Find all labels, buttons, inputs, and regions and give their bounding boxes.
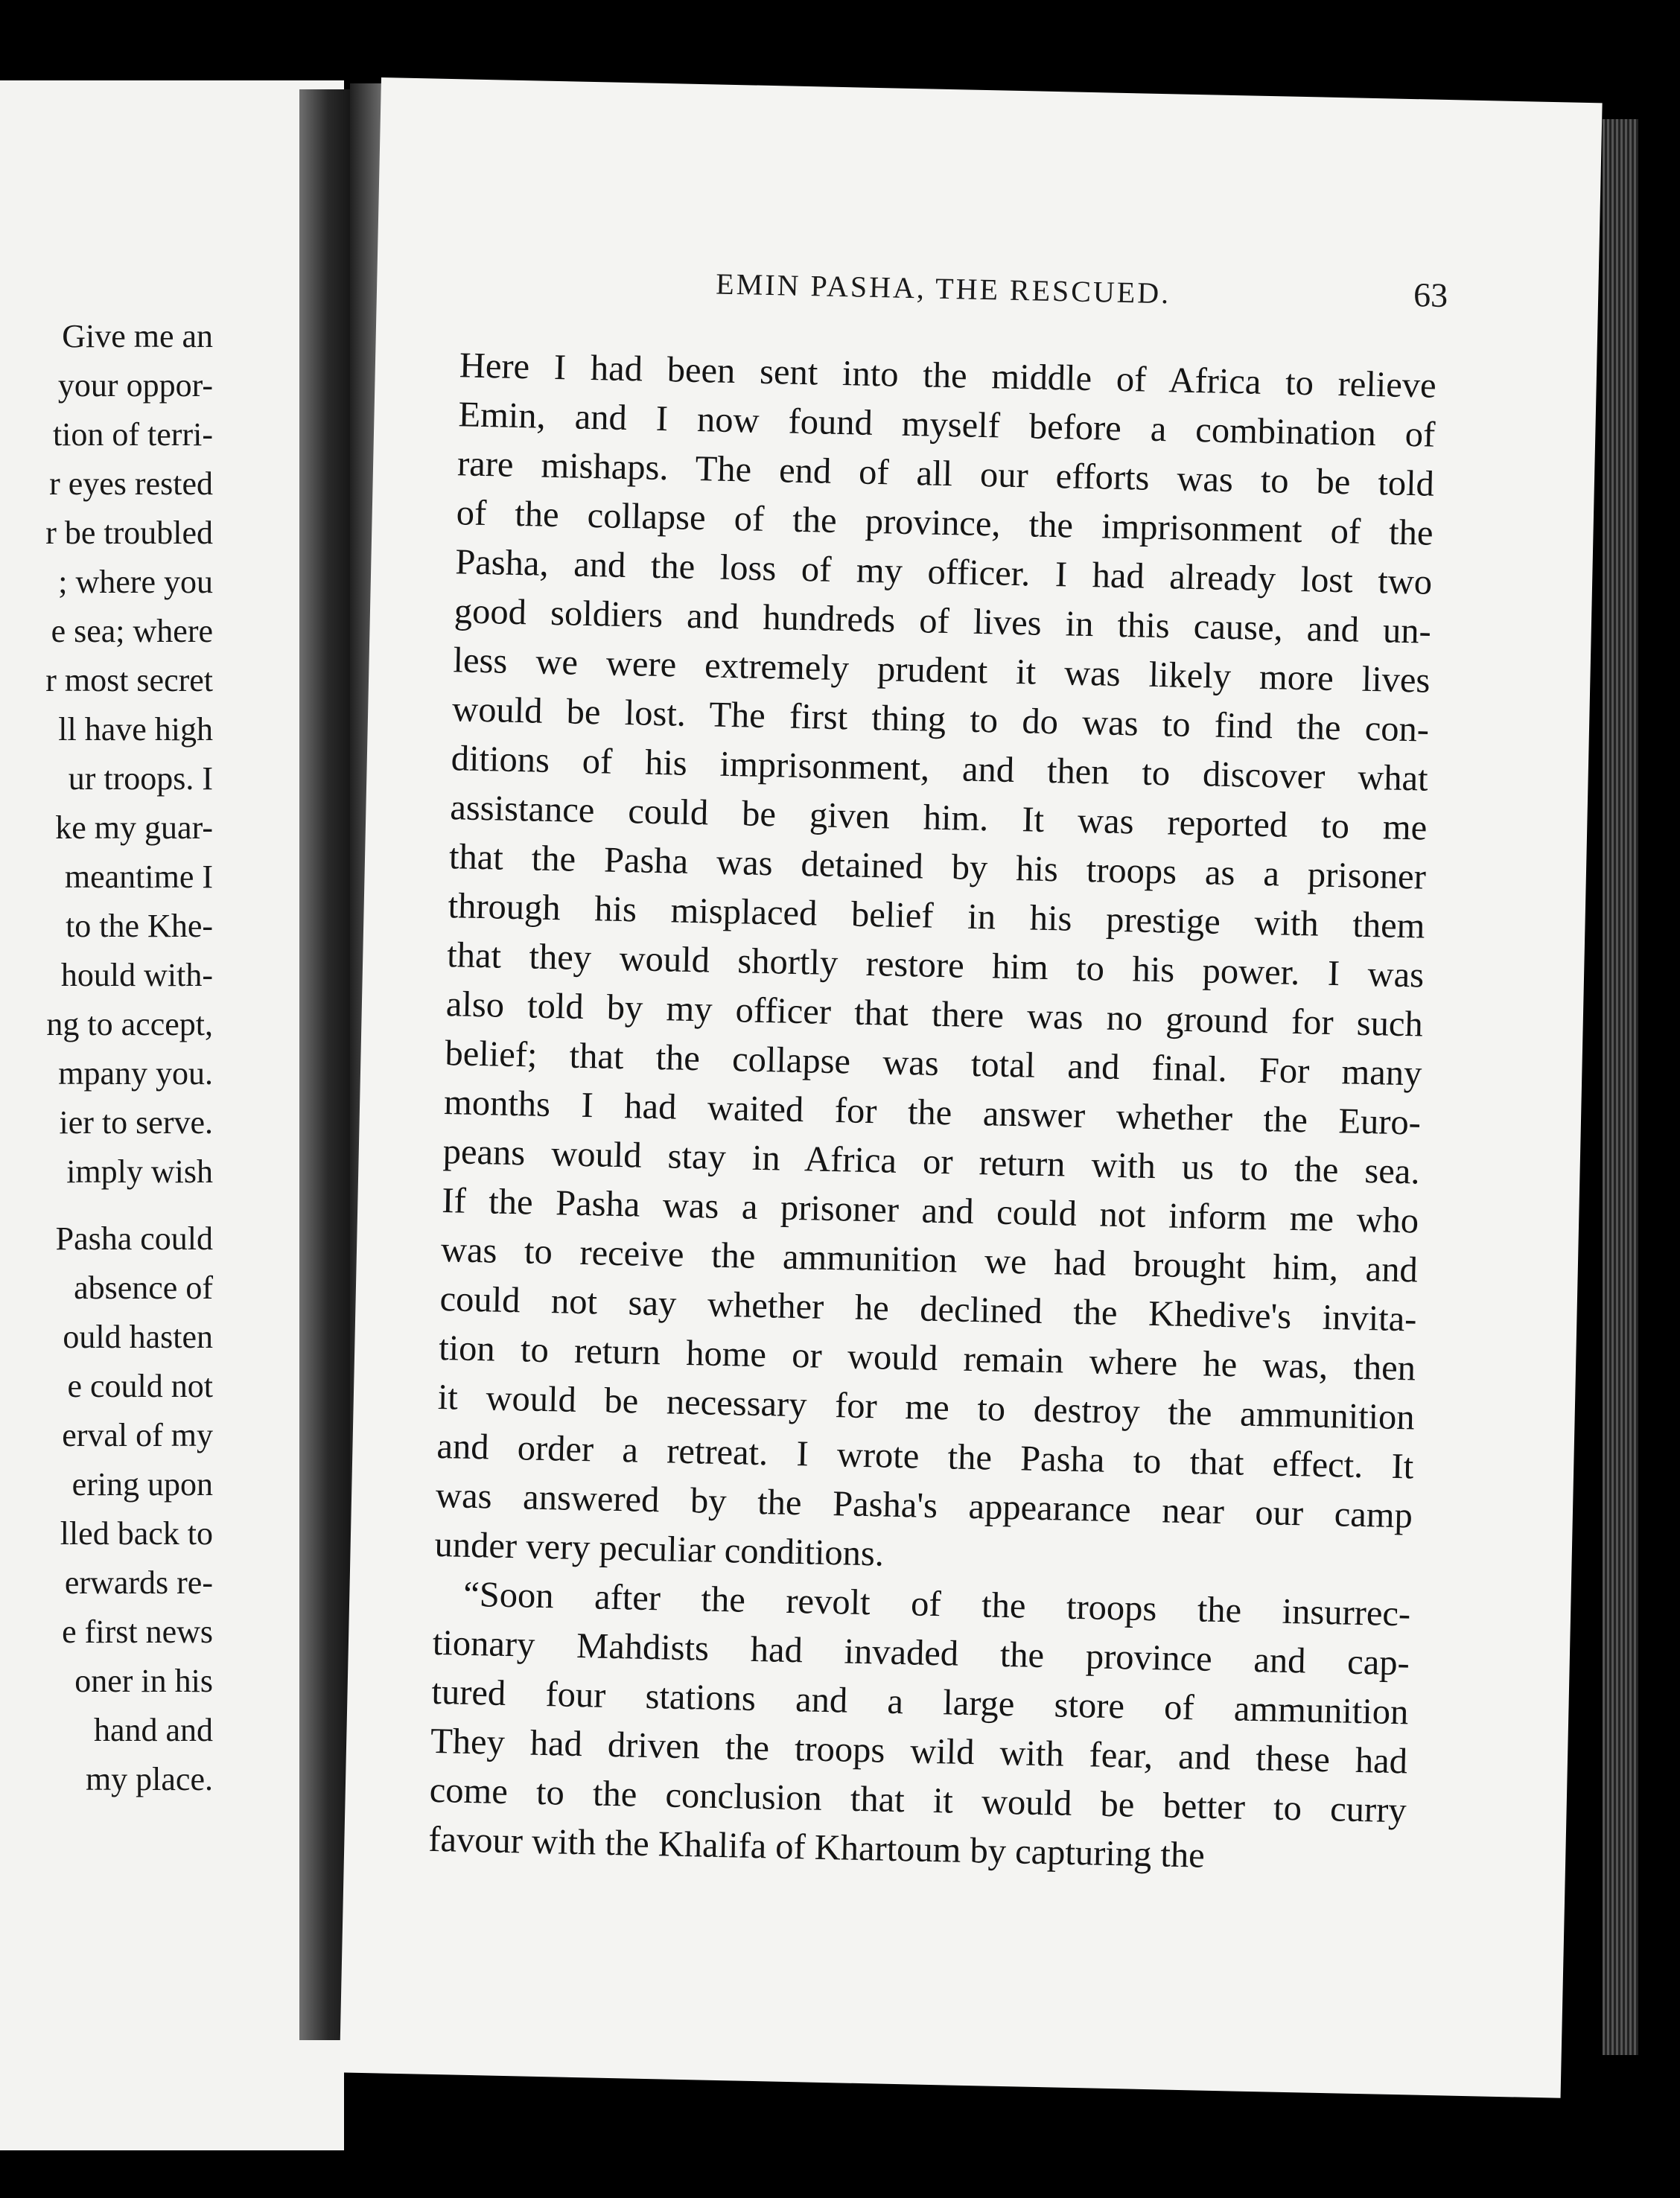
page-number: 63	[1413, 275, 1448, 315]
text-line: of the collapse of the province, the imprisonment of the	[456, 493, 1434, 553]
paragraph	[428, 1570, 1411, 1885]
text-line: through his misplaced belief in his prestige with them	[448, 886, 1425, 946]
text-line: belief; that the collapse was total and final. For many	[445, 1033, 1422, 1094]
left-page-line: ould hasten	[63, 1319, 213, 1355]
left-page-line: my place.	[85, 1761, 213, 1797]
text-line: “Soon after the revolt of the troops the insurrec-	[462, 1574, 1411, 1634]
text-line: that the Pasha was detained by his troops as a prisoner	[448, 837, 1427, 897]
text-line: less we were extremely prudent it was likely more lives	[453, 640, 1431, 701]
page-edges	[1603, 119, 1638, 2055]
right-page	[340, 77, 1603, 2098]
text-line: Emin, and I now found myself before a combination of	[457, 395, 1436, 455]
text-line: also told by my officer that there was no ground for such	[445, 984, 1424, 1045]
left-page-line: e first news	[62, 1614, 213, 1650]
left-page-line: e sea; where	[51, 613, 213, 649]
left-page-line: Pasha could	[55, 1220, 213, 1257]
left-page-line: ke my guar-	[55, 809, 213, 846]
left-page-line: absence of	[74, 1270, 213, 1306]
left-page-line: meantime I	[64, 859, 213, 895]
text-line: peans would stay in Africa or return with us to the sea.	[442, 1132, 1421, 1192]
left-page-line: imply wish	[66, 1153, 213, 1190]
text-line: under very peculiar conditions.	[434, 1524, 885, 1574]
text-line: tion to return home or would remain where he was, then	[438, 1328, 1416, 1389]
text-line: Here I had been sent into the middle of Africa to relieve	[459, 345, 1437, 406]
left-page-line: ng to accept,	[46, 1006, 213, 1042]
left-page-line: e could not	[67, 1368, 213, 1404]
text-line: good soldiers and hundreds of lives in this cause, and un-	[454, 591, 1432, 652]
left-page-line: r eyes rested	[49, 465, 213, 502]
text-line: If the Pasha was a prisoner and could not inform me who	[441, 1181, 1419, 1241]
left-page-line: hand and	[93, 1712, 213, 1748]
text-line: was to receive the ammunition we had brought him, and	[440, 1230, 1419, 1290]
left-page-line: oner in his	[74, 1663, 213, 1699]
left-page-line: r be troubled	[45, 515, 213, 551]
left-page-line: lled back to	[60, 1515, 213, 1552]
text-line: that they would shortly restore him to his power. I was	[446, 935, 1425, 996]
text-line: assistance could be given him. It was reported to me	[449, 788, 1428, 848]
text-line: They had driven the troops wild with fear, and these had	[430, 1721, 1408, 1782]
left-page-line: Give me an	[62, 318, 213, 354]
text-line: months I had waited for the answer whether the Euro-	[443, 1083, 1422, 1143]
left-page-line: erwards re-	[64, 1564, 213, 1601]
left-page-line: to the Khe-	[66, 908, 213, 944]
left-page-line: ering upon	[71, 1466, 213, 1503]
left-page-line: ier to serve.	[59, 1104, 213, 1141]
left-page-line: ll have high	[58, 711, 213, 748]
text-line: was answered by the Pasha's appearance near our camp	[435, 1475, 1413, 1536]
left-page-line: ur troops. I	[68, 760, 213, 797]
paragraph	[434, 341, 1436, 1590]
text-line: ditions of his imprisonment, and then to discover what	[451, 739, 1429, 799]
text-line: rare mishaps. The end of all our efforts was to be told	[456, 444, 1435, 504]
text-line: tured four stations and a large store of ammunition	[431, 1672, 1409, 1733]
page-body	[428, 341, 1437, 1885]
text-line: Pasha, and the loss of my officer. I had already lost two	[454, 542, 1433, 602]
text-line: would be lost. The first thing to do was to find the con-	[451, 689, 1430, 750]
running-head: EMIN PASHA, THE RESCUED.	[715, 267, 1171, 310]
left-page-line: erval of my	[62, 1417, 213, 1453]
text-line: favour with the Khalifa of Khartoum by capturing the	[427, 1819, 1206, 1876]
left-page-line: r most secret	[45, 662, 213, 698]
text-line: could not say whether he declined the Khedive's invita-	[439, 1279, 1417, 1339]
text-line: it would be necessary for me to destroy the ammunition	[437, 1377, 1416, 1438]
left-page-line: ; where you	[58, 564, 213, 600]
text-line: and order a retreat. I wrote the Pasha to that effect. It	[436, 1426, 1414, 1487]
left-page	[0, 80, 344, 2150]
text-line: come to the conclusion that it would be better to curry	[429, 1770, 1407, 1831]
left-page-line: mpany you.	[58, 1055, 213, 1092]
left-page-line: tion of terri-	[52, 416, 213, 453]
left-page-line: your oppor-	[57, 367, 213, 404]
left-page-line: hould with-	[60, 957, 213, 993]
text-line: tionary Mahdists had invaded the province and cap-	[432, 1622, 1410, 1683]
